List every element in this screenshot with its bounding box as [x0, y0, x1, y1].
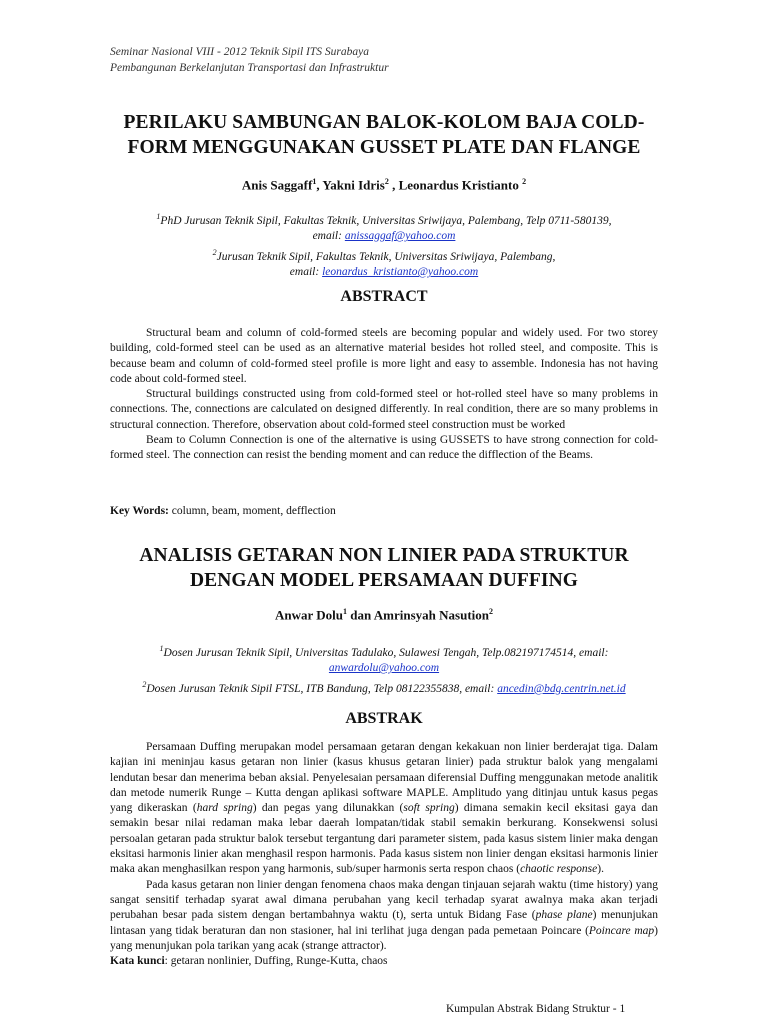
italic-term: phase plane [535, 909, 593, 922]
keywords-label: Key Words: [110, 505, 169, 517]
aff-sup: 1 [159, 644, 164, 653]
text-run: Persamaan Duffing merupakan model persamaan getaran dengan kekakuan non linier berderajat tiga. Dalam kajian ini meninjau kasus getaran non linier (kasus khusus getaran linier) pada struktur balok yang mengalami lendutan besar dan menerima beban aksial. Penyelesaian persamaan diferensial Duffing menggunakan metode analitik dan metode numerik Runge – Kutta dengan aplikasi software MAPLE. Amplitudo yang ditinjau untuk kasus pegas yang dikeraskan ( [110, 741, 658, 815]
affiliation-1 [60, 641, 708, 661]
italic-term: Poincare map [588, 924, 655, 937]
email-link[interactable]: leonardus_kristianto@yahoo.com [322, 266, 479, 279]
aff-text: PhD Jurusan Teknik Sipil, Fakultas Teknik, Universitas Sriwijaya, Palembang, Telp 0711-580139, [160, 214, 612, 227]
paper2-title [60, 543, 708, 593]
paper2-abstract-body [110, 740, 658, 969]
aff-sup: 1 [156, 212, 161, 221]
affiliation-2 [60, 677, 708, 697]
author-name: dan Amrinsyah Nasution [347, 607, 489, 623]
author-sup: 1 [343, 607, 348, 616]
text-run: ) menunjukan lintasan yang tidak beraturan dan non stasioner, hal ini terlihat juga dengan pada pemetaan Poincare ( [110, 909, 658, 937]
text-run: Pada kasus getaran non linier dengan fenomena chaos maka dengan tinjauan sejarah waktu (time history) yang sangat sensitif terhadap syarat awal dimana perubahan yang kecil terhadap syarat awalnya maka akan terjadi perubahan besar pada sistem dengan bertambahnya waktu (t), serta untuk Bidang Fase ( [110, 878, 658, 922]
author-name: , Yakni Idris [316, 177, 385, 193]
text-run: ) dimana semakin kecil eksitasi gaya dan semakin besar nilai redaman maka lebar daerah lompatan/tidak stabil semakin berkurang. Konsekwensi solusi persoalan getaran pada struktur balok tersebut tergantung dari parameter sistem, pada kasus sistem linier maka dengan eksitasi harmonis linier akan menghasil respon harmonis. Pada kasus sistem non linier dengan eksitasi harmonis linier maka akan menghasilkan respon yang harmonis, sub/super harmonis serta respon chaos ( [110, 802, 658, 876]
aff-sup: 2 [212, 247, 217, 257]
paper1-keywords [110, 504, 658, 519]
author-name: Anis Saggaff [241, 177, 313, 193]
paper2-title-line1: ANALISIS GETARAN NON LINIER PADA STRUKTUR [139, 545, 629, 566]
header-line-2: Pembangunan Berkelanjutan Transportasi dan Infrastruktur [110, 62, 389, 74]
text-run: ) dan pegas yang dilunakkan ( [252, 802, 404, 815]
abstract-heading: ABSTRACT [340, 288, 428, 305]
paper1-authors [60, 177, 708, 193]
italic-term: chaotic response [520, 863, 598, 876]
text-run: ). [597, 863, 604, 876]
italic-term: soft spring [403, 802, 455, 815]
paper1-title [60, 110, 708, 160]
text-run: ) yang menunjukan pola tarikan yang acak (strange attractor). [110, 924, 658, 952]
affiliation-2 [60, 245, 708, 265]
italic-term: hard spring [196, 802, 253, 815]
email-label: email: [312, 230, 345, 243]
keywords-text: : getaran nonlinier, Duffing, Runge-Kutta, chaos [164, 955, 388, 968]
abstrak-paragraph [110, 878, 658, 954]
affiliation-2-email [60, 265, 708, 281]
paper2-title-line2: DENGAN MODEL PERSAMAAN DUFFING [189, 570, 579, 591]
author-sup: 1 [312, 177, 317, 186]
author-name: Anwar Dolu [275, 607, 344, 623]
abstract-paragraph: Structural beam and column of cold-formed steels are becoming popular and widely used. For two storey building, cold-formed steel can be used as an alternative material besides hot rolled steel, and composite. This is because beam and column of cold-formed steel profile is more light and easy to assemble. Indonesia has not having code about cold-formed steel. [110, 327, 658, 385]
abstrak-heading: ABSTRAK [345, 710, 423, 727]
email-link[interactable]: anwardolu@yahoo.com [328, 662, 440, 675]
author-sup: 2 [489, 607, 493, 616]
abstract-paragraph: Structural buildings constructed using from cold-formed steel or hot-rolled steel have so many problems in connections. The, connections are calculated on designed differently. In real condition, there are so many problems in structural connection. Therefore, observation about cold-formed steel construction must be worked [110, 388, 658, 431]
paper1-title-line1: PERILAKU SAMBUNGAN BALOK-KOLOM BAJA COLD- [123, 112, 645, 133]
paper1-abstract-body [110, 326, 658, 464]
paper1-title-line2: FORM MENGGUNAKAN GUSSET PLATE DAN FLANGE [127, 137, 641, 158]
email-link[interactable]: ancedin@bdg.centrin.net.id [497, 682, 626, 695]
paper2-authors [60, 607, 708, 623]
keywords-text: column, beam, moment, defflection [168, 505, 336, 517]
keywords-label: Kata kunci [110, 955, 165, 968]
aff-text: Dosen Jurusan Teknik Sipil FTSL, ITB Bandung, Telp 08122355838, email: [146, 682, 498, 695]
author-name: , Leonardus Kristianto [388, 177, 523, 193]
header-line-1: Seminar Nasional VIII - 2012 Teknik Sipil ITS Surabaya [110, 46, 369, 58]
author-sup: 2 [384, 177, 389, 186]
abstract-paragraph: Beam to Column Connection is one of the alternative is using GUSSETS to have strong connection for cold-formed steel. The connection can resist the bending moment and can reduce the difflection of the Beams. [110, 434, 658, 462]
page-footer: Kumpulan Abstrak Bidang Struktur - 1 [446, 1003, 626, 1015]
email-link[interactable]: anissaggaf@yahoo.com [344, 230, 456, 243]
paper2-keywords [110, 954, 658, 969]
abstrak-paragraph [110, 740, 658, 878]
email-label: email: [289, 266, 323, 279]
aff-text: Dosen Jurusan Teknik Sipil, Universitas Tadulako, Sulawesi Tengah, Telp.082197174514, email: [163, 646, 609, 659]
aff-sup: 2 [142, 679, 147, 689]
affiliation-1-email [60, 229, 708, 245]
affiliation-1-email [60, 661, 708, 677]
paper2-affiliations [60, 641, 708, 697]
paper1-affiliations [60, 209, 708, 281]
affiliation-1 [60, 209, 708, 229]
aff-text: Jurusan Teknik Sipil, Fakultas Teknik, Universitas Sriwijaya, Palembang, [216, 250, 556, 263]
author-sup: 2 [522, 177, 527, 186]
running-header [110, 44, 389, 76]
